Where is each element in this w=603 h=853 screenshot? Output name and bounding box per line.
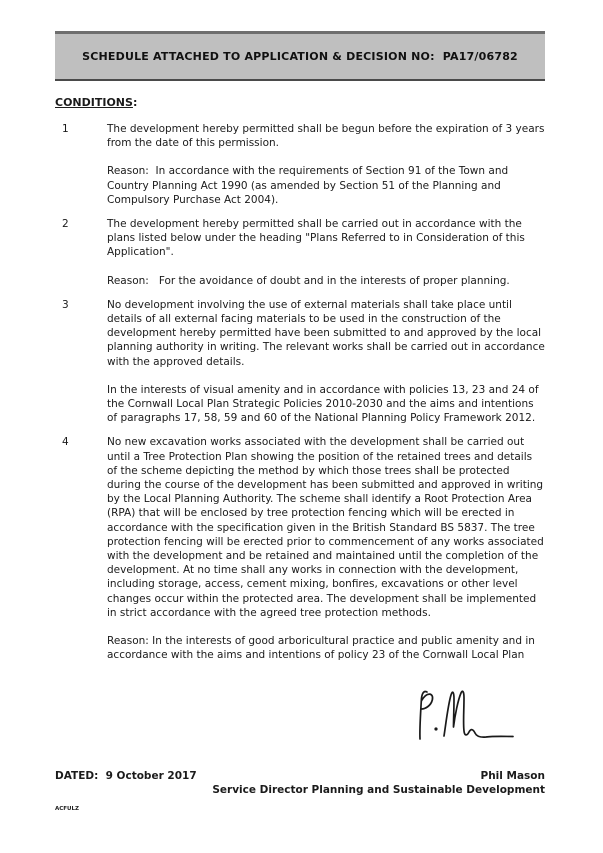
condition-text: No new excavation works associated with the development shall be carried out until a Tree Protection Plan showing the position of the retained trees and details of the scheme depicting the method by which those trees shall be protected during the course of the development has been submitted and approved in writing by the Local Planning Authority. The scheme shall identify a Root Protection Area (RPA) that will be enclosed by tree protection fencing which will be erected in accordance with the specification given in the British Standard BS 5837. The tree protection fencing will be erected prior to commencement of any works associated with the development and be retained and maintained until the completion of the development. At no time shall any works in connection with the development, including storage, access, cement mixing, bonfires, excavations or other level changes occur within the protected area. The development shall be implemented in strict accordance with the agreed tree protection methods. (107, 436, 548, 619)
conditions-heading-colon: : (132, 96, 138, 109)
condition-item-1 (55, 122, 548, 207)
condition-number: 4 (62, 436, 69, 449)
condition-text: No development involving the use of external materials shall take place until details of all external facing materials to be used in the construction of the development hereby permitted have been submitted to and approved by the local planning authority in writing. The relevant works shall be carried out in accordance with the approved details. (107, 298, 549, 368)
condition-reason: Reason: For the avoidance of doubt and in the interests of proper planning. (107, 274, 510, 287)
condition-number: 1 (62, 123, 69, 135)
condition-item-4 (55, 435, 548, 662)
signature-image (403, 683, 545, 757)
document-code: ACFULZ (55, 805, 80, 812)
dated-label: DATED: 9 October 2017 (55, 769, 197, 782)
condition-reason: Reason: In accordance with the requirements of Section 91 of the Town and Country Planning Act 1990 (as amended by Section 51 of the Planning and Compulsory Purchase Act 2004). (107, 165, 512, 206)
condition-body (107, 217, 545, 288)
condition-text: The development hereby permitted shall be begun before the expiration of 3 years from the date of this permission. (107, 123, 548, 150)
schedule-header-title: SCHEDULE ATTACHED TO APPLICATION & DECISION NO: PA17/06782 (82, 50, 518, 63)
signature-dot (434, 727, 437, 730)
condition-item-3 (55, 298, 549, 426)
condition-body (107, 122, 548, 207)
conditions-list (55, 122, 549, 663)
condition-number: 2 (62, 218, 69, 231)
footer (55, 769, 545, 812)
footer-dated-row (55, 769, 545, 784)
condition-reason: In the interests of visual amenity and in accordance with policies 13, 23 and 24 of the Cornwall Local Plan Strategic Policies 2010-2030 and the aims and intentions of paragraphs 17, 58, 59 and 60 of the National Planning Policy Framework 2012. (107, 383, 542, 425)
condition-item-2 (55, 217, 545, 288)
conditions-heading (55, 96, 545, 109)
condition-body (107, 435, 548, 662)
conditions-heading-text: CONDITIONS (55, 96, 133, 109)
signatory-title: Service Director Planning and Sustainable Development (212, 784, 545, 796)
condition-body (107, 298, 549, 426)
condition-number: 3 (62, 298, 69, 311)
schedule-header-banner (55, 31, 545, 81)
condition-reason: Reason: In the interests of good arboricultural practice and public amenity and in accordance with the aims and intentions of policy 23 of the Cornwall Local Plan (107, 635, 539, 662)
signatory-name: Phil Mason (480, 769, 545, 782)
condition-text: The development hereby permitted shall be carried out in accordance with the plans listed below under the heading "Plans Referred to in Consideration of this Application". (107, 218, 529, 259)
